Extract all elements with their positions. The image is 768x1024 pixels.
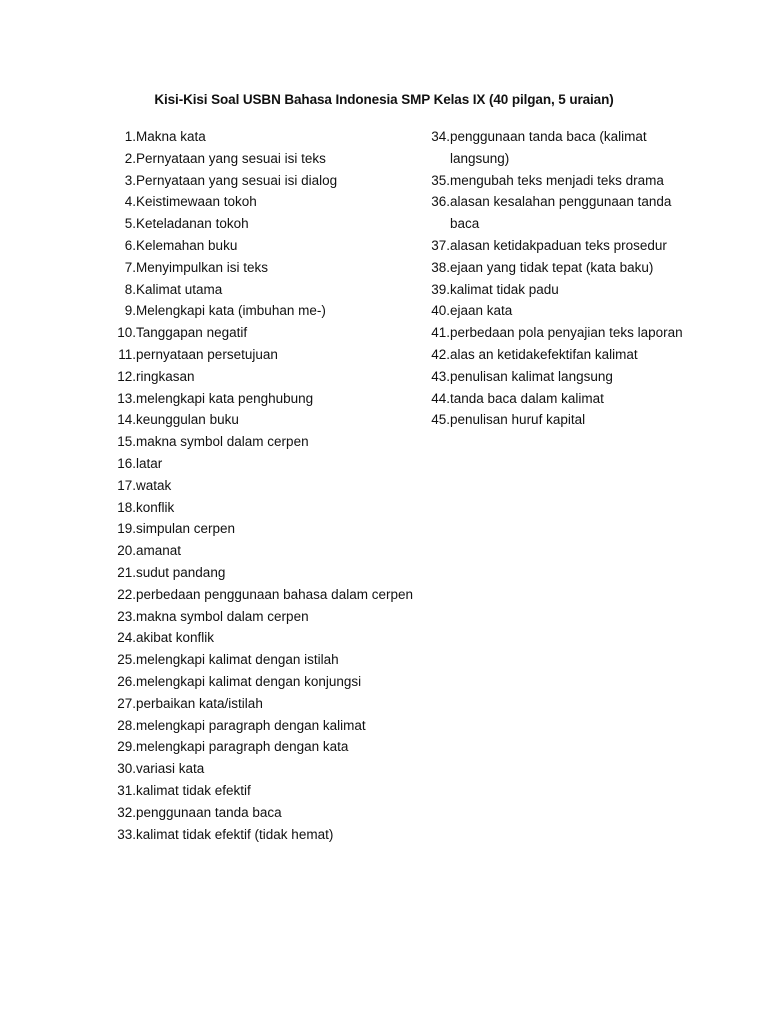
item-text: Tanggapan negatif [136, 325, 248, 341]
list-item [112, 715, 422, 737]
item-text: akibat konflik [136, 630, 215, 646]
list-item [112, 409, 422, 431]
item-number: 43. [431, 368, 450, 384]
list-item [112, 279, 422, 301]
item-number: 25. [117, 652, 136, 668]
item-number: 31. [117, 782, 136, 798]
item-number: 20. [117, 543, 136, 559]
item-number: 17. [117, 477, 136, 493]
item-text: variasi kata [136, 761, 205, 777]
list-item [112, 388, 422, 410]
item-number: 38. [431, 259, 450, 275]
item-number: 19. [117, 521, 136, 537]
item-number: 6. [124, 237, 136, 253]
list-item [112, 824, 422, 846]
list-item [428, 126, 688, 170]
list-item [112, 562, 422, 584]
list-item [428, 191, 688, 235]
item-text: Makna kata [136, 129, 206, 144]
list-item [112, 191, 422, 213]
list-item [428, 170, 688, 192]
item-number: 3. [124, 172, 136, 188]
item-number: 41. [431, 325, 450, 341]
list-item [112, 300, 422, 322]
item-text: sudut pandang [136, 564, 226, 580]
item-number: 13. [117, 390, 136, 406]
item-number: 33. [117, 826, 136, 842]
item-text: latar [136, 455, 163, 471]
document-title: Kisi-Kisi Soal USBN Bahasa Indonesia SMP Kelas IX (40 pilgan, 5 uraian) [154, 92, 614, 107]
list-item [112, 497, 422, 519]
item-text: amanat [136, 543, 182, 559]
list-item [112, 366, 422, 388]
list-item [112, 126, 422, 148]
item-text: konflik [136, 499, 175, 515]
list-item [112, 475, 422, 497]
item-number: 32. [117, 804, 136, 820]
item-text: penulisan kalimat langsung [450, 368, 613, 384]
list-item [112, 540, 422, 562]
list-item [428, 366, 688, 388]
list-item [112, 693, 422, 715]
item-text: Keistimewaan tokoh [136, 194, 257, 210]
item-text: Keteladanan tokoh [136, 216, 249, 232]
item-text: kalimat tidak padu [450, 281, 559, 297]
item-text: melengkapi paragraph dengan kata [136, 739, 349, 755]
item-list-left [112, 126, 422, 845]
item-text: Pernyataan yang sesuai isi dialog [136, 172, 338, 188]
item-number: 1. [124, 129, 136, 144]
list-item [112, 213, 422, 235]
item-number: 16. [117, 455, 136, 471]
item-text: ejaan yang tidak tepat (kata baku) [450, 259, 654, 275]
item-number: 15. [117, 434, 136, 450]
list-item [112, 431, 422, 453]
item-number: 24. [117, 630, 136, 646]
item-text: penggunaan tanda baca [136, 804, 282, 820]
list-item [112, 606, 422, 628]
item-number: 14. [117, 412, 136, 428]
item-number: 23. [117, 608, 136, 624]
item-text: kalimat tidak efektif [136, 782, 251, 798]
item-number: 4. [124, 194, 136, 210]
item-text: pernyataan persetujuan [136, 346, 278, 362]
item-number: 21. [117, 564, 136, 580]
list-item [428, 279, 688, 301]
item-number: 22. [117, 586, 136, 602]
item-number: 18. [117, 499, 136, 515]
item-text: melengkapi kalimat dengan konjungsi [136, 673, 362, 689]
item-number: 26. [117, 673, 136, 689]
list-item [428, 235, 688, 257]
item-text: ejaan kata [450, 303, 513, 319]
item-number: 9. [124, 303, 136, 319]
item-number: 12. [117, 368, 136, 384]
item-text: Menyimpulkan isi teks [136, 259, 269, 275]
item-text: Pernyataan yang sesuai isi teks [136, 150, 326, 166]
item-text: Kalimat utama [136, 281, 223, 297]
item-number: 36. [431, 194, 450, 210]
list-item [112, 257, 422, 279]
item-number: 42. [431, 346, 450, 362]
item-text: melengkapi kalimat dengan istilah [136, 652, 339, 668]
item-text: Kelemahan buku [136, 237, 238, 253]
item-text: perbedaan penggunaan bahasa dalam cerpen [136, 586, 413, 602]
item-number: 27. [117, 695, 136, 711]
list-item [112, 736, 422, 758]
item-number: 40. [431, 303, 450, 319]
list-item [112, 148, 422, 170]
item-text: alasan ketidakpaduan teks prosedur [450, 237, 667, 253]
list-item [112, 671, 422, 693]
item-number: 29. [117, 739, 136, 755]
item-text: alasan kesalahan penggunaan tanda baca [450, 194, 672, 232]
item-text: makna symbol dalam cerpen [136, 434, 309, 450]
item-number: 30. [117, 761, 136, 777]
item-text: keunggulan buku [136, 412, 239, 428]
item-text: perbedaan pola penyajian teks laporan [450, 325, 683, 341]
list-item [112, 649, 422, 671]
item-text: melengkapi kata penghubung [136, 390, 314, 406]
list-item [428, 322, 688, 344]
item-number: 35. [431, 172, 450, 188]
item-number: 34. [431, 129, 450, 144]
item-number: 2. [124, 150, 136, 166]
list-item [112, 235, 422, 257]
list-item [112, 322, 422, 344]
list-item [112, 627, 422, 649]
item-number: 7. [124, 259, 136, 275]
list-item [112, 780, 422, 802]
item-text: kalimat tidak efektif (tidak hemat) [136, 826, 334, 842]
item-number: 11. [118, 346, 136, 362]
list-item [428, 344, 688, 366]
item-number: 39. [431, 281, 450, 297]
item-text: perbaikan kata/istilah [136, 695, 263, 711]
list-item [112, 170, 422, 192]
list-item [112, 584, 422, 606]
item-text: watak [136, 477, 172, 493]
item-text: simpulan cerpen [136, 521, 236, 537]
item-text: penulisan huruf kapital [450, 412, 586, 428]
item-text: Melengkapi kata (imbuhan me-) [136, 303, 326, 319]
item-text: mengubah teks menjadi teks drama [450, 172, 664, 188]
item-text: melengkapi paragraph dengan kalimat [136, 717, 366, 733]
list-item [428, 257, 688, 279]
list-item [428, 409, 688, 431]
item-list-right [428, 126, 688, 431]
item-text: tanda baca dalam kalimat [450, 390, 604, 406]
item-number: 8. [124, 281, 136, 297]
item-number: 10. [117, 325, 136, 341]
item-number: 37. [431, 237, 450, 253]
list-item [428, 300, 688, 322]
list-item [112, 802, 422, 824]
item-number: 45. [431, 412, 450, 428]
item-text: alas an ketidakefektifan kalimat [450, 346, 638, 362]
item-number: 5. [124, 216, 136, 232]
list-item [112, 758, 422, 780]
list-item [112, 518, 422, 540]
list-item [112, 453, 422, 475]
item-text: ringkasan [136, 368, 195, 384]
item-text: penggunaan tanda baca (kalimat langsung) [450, 129, 647, 166]
list-item [112, 344, 422, 366]
item-text: makna symbol dalam cerpen [136, 608, 309, 624]
item-number: 28. [117, 717, 136, 733]
item-number: 44. [431, 390, 450, 406]
list-item [428, 388, 688, 410]
